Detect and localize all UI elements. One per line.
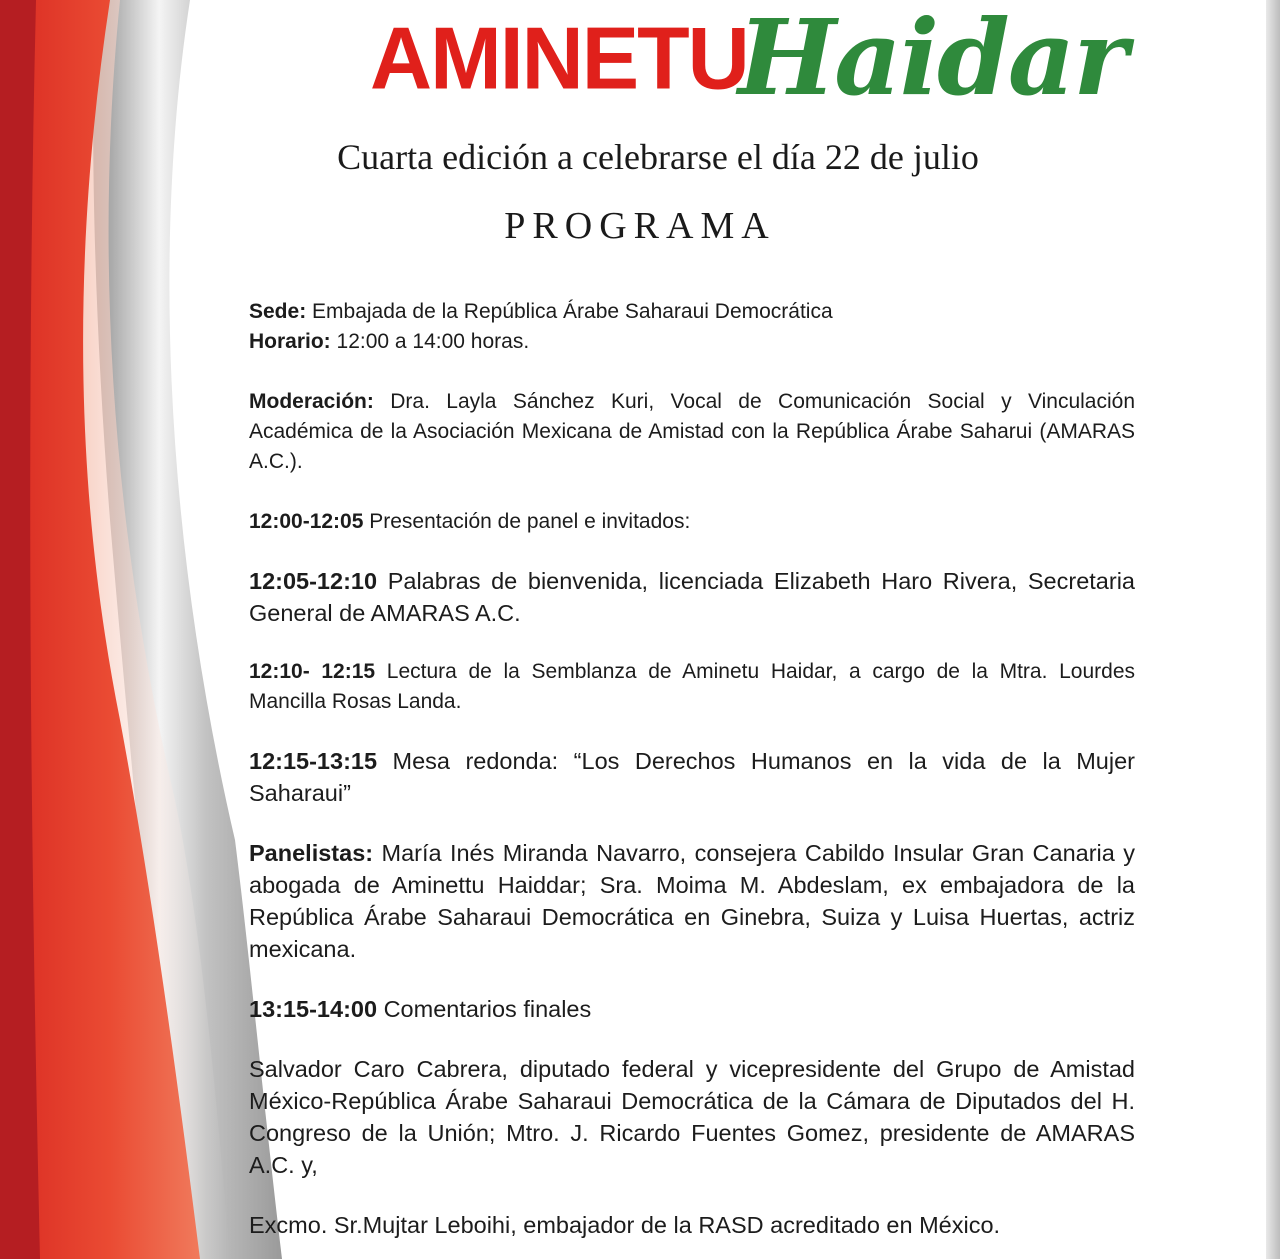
horario-label: Horario:	[249, 330, 331, 353]
schedule-time: 12:15-13:15	[249, 748, 378, 774]
moderacion-label: Moderación:	[249, 390, 374, 413]
right-edge-shadow	[1266, 0, 1280, 1259]
schedule-time: 13:15-14:00	[249, 996, 378, 1022]
schedule-text: Comentarios finales	[377, 996, 592, 1022]
title-red: AMINETU	[370, 10, 748, 108]
sede-line	[249, 297, 1135, 327]
schedule-time: 12:05-12:10	[249, 568, 378, 594]
event-title	[0, 0, 1280, 140]
schedule-item	[249, 565, 1135, 629]
sede-label: Sede:	[249, 300, 307, 323]
subtitle: Cuarta edición a celebrarse el día 22 de julio	[337, 137, 979, 177]
panelistas-text: María Inés Miranda Navarro, consejera Cabildo Insular Gran Canaria y abogada de Aminettu Haiddar; Sra. Moima M. Abdeslam, ex embajadora de la República Árabe Saharaui Democrática en Ginebra, Suiza y Luisa Huertas, actriz mexicana.	[249, 840, 1135, 962]
schedule-text: Lectura de la Semblanza de Aminetu Haidar, a cargo de la Mtra. Lourdes Mancilla Rosas Landa.	[249, 660, 1136, 713]
moderacion-value: Dra. Layla Sánchez Kuri, Vocal de Comunicación Social y Vinculación Académica de la Asociación Mexicana de Amistad con la República Árabe Saharui (AMARAS A.C.).	[249, 390, 1135, 473]
closing-paragraph-1: Salvador Caro Cabrera, diputado federal y vicepresidente del Grupo de Amistad México-República Árabe Saharaui Democrática de la Cámara de Diputados del H. Congreso de la Unión; Mtro. J. Ricardo Fuentes Gomez, presidente de AMARAS A.C. y,	[249, 1056, 1135, 1178]
schedule-text: Mesa redonda: “Los Derechos Humanos en la vida de la Mujer Saharaui”	[249, 748, 1135, 806]
horario-value: 12:00 a 14:00 horas.	[330, 330, 530, 353]
closing-schedule-item	[249, 993, 1135, 1025]
sede-value: Embajada de la República Árabe Saharaui Democrática	[306, 300, 833, 323]
panelistas-paragraph	[249, 837, 1135, 965]
schedule-item	[249, 657, 1135, 717]
schedule-text: Palabras de bienvenida, licenciada Elizabeth Haro Rivera, Secretaria General de AMARAS A.C.	[249, 568, 1135, 626]
horario-line	[249, 327, 1135, 357]
schedule-text: Presentación de panel e invitados:	[363, 510, 691, 533]
program-content	[249, 297, 1135, 1241]
programa-heading: PROGRAMA	[504, 205, 776, 247]
title-green-script: Haidar	[738, 0, 1127, 119]
schedule-time: 12:00-12:05	[249, 510, 364, 533]
schedule-item	[249, 745, 1135, 809]
schedule-item	[249, 507, 1135, 537]
panelistas-label: Panelistas:	[249, 840, 374, 866]
moderacion-paragraph	[249, 387, 1135, 477]
closing-paragraph-2: Excmo. Sr.Mujtar Leboihi, embajador de la RASD acreditado en México.	[249, 1212, 1001, 1238]
schedule-time: 12:10- 12:15	[249, 660, 376, 683]
